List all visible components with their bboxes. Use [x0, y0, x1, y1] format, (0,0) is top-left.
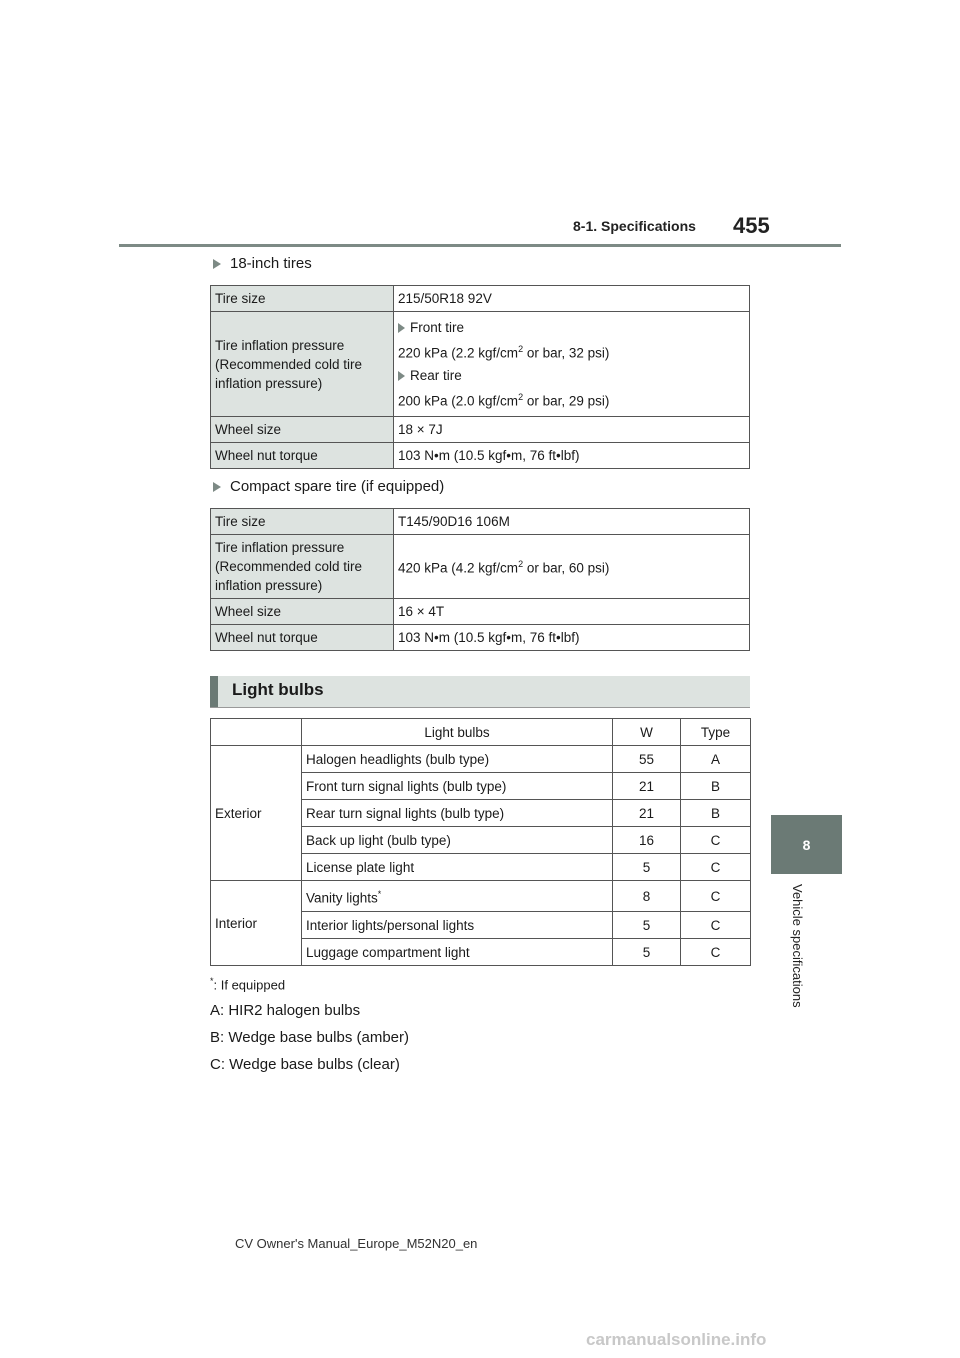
section-header-light-bulbs — [210, 676, 750, 707]
pressure-label: Tire inflation pressure (Recommended cold tire inflation pressure) — [211, 535, 394, 599]
section-title: Light bulbs — [232, 680, 324, 699]
triangle-bullet-icon — [213, 482, 221, 492]
rear-tire-heading: Rear tire — [398, 366, 745, 385]
bulb-type: B — [681, 800, 751, 827]
torque-label: Wheel nut torque — [211, 625, 394, 651]
tire-size-value: T145/90D16 106M — [394, 509, 750, 535]
front-tire-heading: Front tire — [398, 318, 745, 337]
bulb-name: Halogen headlights (bulb type) — [302, 746, 613, 773]
bulb-name: Luggage compartment light — [302, 939, 613, 966]
bulb-type: A — [681, 746, 751, 773]
table-row — [211, 746, 751, 773]
torque-value: 103 N•m (10.5 kgf•m, 76 ft•lbf) — [394, 443, 750, 469]
header-section-title: 8-1. Specifications — [573, 218, 696, 234]
bulb-watt: 21 — [613, 800, 681, 827]
group-exterior: Exterior — [211, 746, 302, 881]
page-number: 455 — [733, 213, 770, 238]
table-row — [211, 417, 750, 443]
wheel-size-label: Wheel size — [211, 599, 394, 625]
front-tire-value: 220 kPa (2.2 kgf/$cm^2$ or bar, 32 psi) — [398, 344, 610, 361]
header-blank — [211, 719, 302, 746]
chapter-number: 8 — [802, 836, 811, 853]
legend-a: A: HIR2 halogen bulbs — [210, 1002, 361, 1019]
pressure-label: Tire inflation pressure (Recommended cold tire inflation pressure) — [211, 312, 394, 417]
bulb-type: C — [681, 939, 751, 966]
tire-size-label: Tire size — [211, 286, 394, 312]
header-rule — [119, 244, 841, 247]
subheading-text: Compact spare tire (if equipped) — [230, 478, 445, 495]
bulb-watt: 5 — [613, 939, 681, 966]
triangle-bullet-icon — [213, 259, 221, 269]
table-row — [211, 312, 750, 417]
header-type: Type — [681, 719, 751, 746]
tire-size-label: Tire size — [211, 509, 394, 535]
header-w: W — [613, 719, 681, 746]
light-bulbs-table — [210, 718, 751, 966]
rear-tire-value: 200 kPa (2.0 kgf/$cm^2$ or bar, 29 psi) — [398, 391, 610, 408]
bulb-watt: 55 — [613, 746, 681, 773]
bulb-name: License plate light — [302, 854, 613, 881]
table-row — [211, 535, 750, 599]
bulb-type: B — [681, 773, 751, 800]
table-row — [211, 509, 750, 535]
bulb-name: Front turn signal lights (bulb type) — [302, 773, 613, 800]
bulb-watt: 5 — [613, 912, 681, 939]
bulb-watt: 5 — [613, 854, 681, 881]
bulb-name: Rear turn signal lights (bulb type) — [302, 800, 613, 827]
bulb-type: C — [681, 881, 751, 912]
chapter-tab — [771, 815, 842, 874]
bulb-name: Back up light (bulb type) — [302, 827, 613, 854]
table-row — [211, 286, 750, 312]
tire-size-value: 215/50R18 92V — [394, 286, 750, 312]
bulb-watt: 21 — [613, 773, 681, 800]
subheading-text: 18-inch tires — [230, 255, 312, 272]
bulb-type: C — [681, 912, 751, 939]
bulb-type: C — [681, 854, 751, 881]
spare-tire-table — [210, 508, 750, 651]
wheel-size-value: 18 × 7J — [394, 417, 750, 443]
tire-18-table — [210, 285, 750, 469]
subheading-18-inch — [213, 255, 312, 272]
pressure-values — [394, 312, 750, 417]
torque-value: 103 N•m (10.5 kgf•m, 76 ft•lbf) — [394, 625, 750, 651]
table-row — [211, 443, 750, 469]
section-underline — [210, 707, 750, 708]
table-row — [211, 881, 751, 912]
page-footer: CV Owner's Manual_Europe_M52N20_en — [235, 1236, 478, 1251]
triangle-bullet-icon — [398, 323, 405, 333]
table-row — [211, 599, 750, 625]
subheading-spare — [213, 478, 444, 495]
table-header-row — [211, 719, 751, 746]
legend-c: C: Wedge base bulbs (clear) — [210, 1056, 400, 1073]
header-light-bulbs: Light bulbs — [302, 719, 613, 746]
legend-b: B: Wedge base bulbs (amber) — [210, 1029, 409, 1046]
pressure-value: 420 kPa (4.2 kgf/$cm^2$ or bar, 60 psi) — [394, 535, 750, 599]
watermark: carmanualsonline.info — [586, 1330, 767, 1349]
bulb-type: C — [681, 827, 751, 854]
footnote: *: If equipped — [210, 976, 286, 993]
wheel-size-value: 16 × 4T — [394, 599, 750, 625]
triangle-bullet-icon — [398, 371, 405, 381]
chapter-label: Vehicle specifications — [790, 884, 805, 1008]
group-interior: Interior — [211, 881, 302, 966]
wheel-size-label: Wheel size — [211, 417, 394, 443]
bulb-name: Vanity lights* — [302, 881, 613, 912]
bulb-name: Interior lights/personal lights — [302, 912, 613, 939]
torque-label: Wheel nut torque — [211, 443, 394, 469]
bulb-watt: 16 — [613, 827, 681, 854]
bulb-watt: 8 — [613, 881, 681, 912]
table-row — [211, 625, 750, 651]
